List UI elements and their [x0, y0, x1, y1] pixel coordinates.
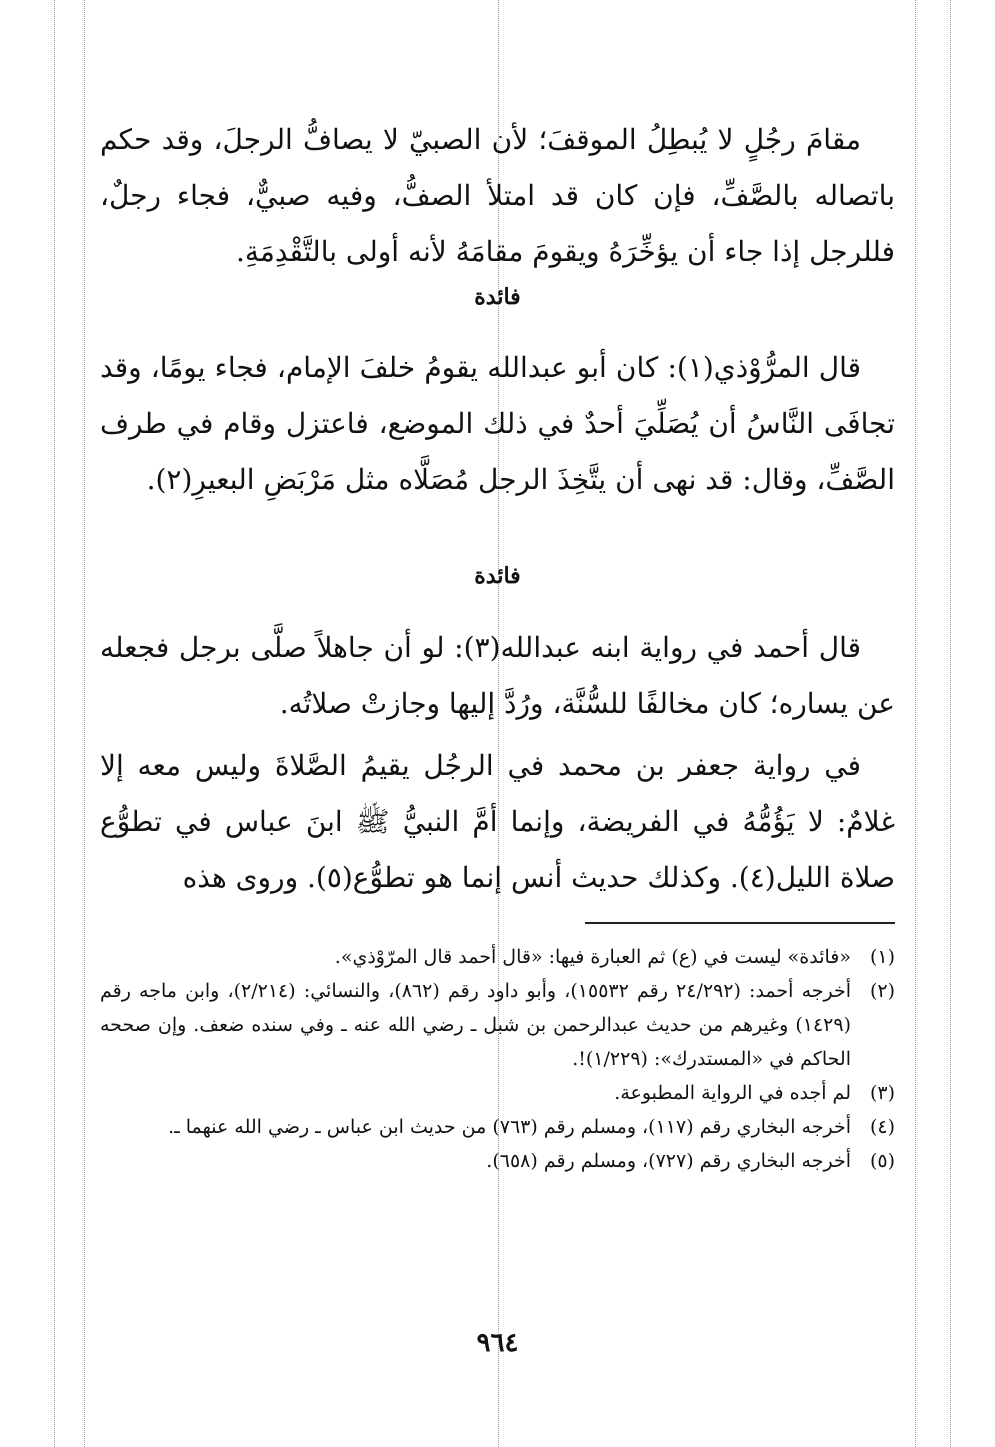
footnote-number: (٢): [869, 980, 895, 1002]
section-heading-2: فائدة: [474, 563, 521, 589]
footnote-number: (١): [869, 946, 895, 968]
page-number: ٩٦٤: [476, 1328, 519, 1358]
footnote-text: أخرجه البخاري رقم (٧٢٧)، ومسلم رقم (٦٥٨).: [486, 1150, 851, 1172]
footnote-text: «فائدة» ليست في (ع) ثم العبارة فيها: «قال أحمد قال المرّوْذي».: [334, 946, 851, 968]
body-paragraph-2: [100, 340, 895, 508]
footnote-text: أخرجه أحمد: (٢٤/٢٩٢ رقم ١٥٥٣٢)، وأبو داود رقم (٨٦٢)، والنسائي: (٢/٢١٤)، وابن ماجه رقم (١٤٢٩) وغيرهم من حديث عبدالرحمن بن شبل ـ رضي الله عنه ـ وفي سنده ضعف. وإن صححه الحاكم في «المستدرك»: (١/٢٢٩)!.: [100, 980, 852, 1070]
footnote-number: (٤): [869, 1116, 895, 1138]
paragraph-text: مقامَ رجُلٍ لا يُبطِلُ الموقفَ؛ لأن الصبيّ لا يصافُّ الرجلَ، وقد حكم باتصاله بالصَّفِّ، فإن كان قد امتلأ الصفُّ، وفيه صبيٌّ، فجاء رجلٌ، فللرجل إذا جاء أن يؤخِّرَهُ ويقومَ مقامَهُ لأنه أولى بالتَّقْدِمَةِ.: [100, 123, 895, 268]
footnote: [100, 1144, 895, 1178]
paragraph-text: قال أحمد في رواية ابنه عبدالله(٣): لو أن جاهلاً صلَّى برجل فجعله عن يساره؛ كان مخالفًا للسُّنَّة، ورُدَّ إليها وجازتْ صلاتُه.: [100, 631, 895, 720]
scan-guide-line: [54, 0, 55, 1447]
footnote: [100, 940, 895, 974]
footnote-number: (٥): [869, 1150, 895, 1172]
body-paragraph-3: [100, 620, 895, 732]
body-paragraph-4: [100, 738, 895, 906]
footnote-separator: [585, 922, 895, 924]
scan-guide-line: [84, 0, 85, 1447]
scan-guide-line: [915, 0, 916, 1447]
section-heading-1: فائدة: [474, 284, 521, 310]
footnote-text: لم أجده في الرواية المطبوعة.: [614, 1082, 851, 1104]
scan-guide-line: [950, 0, 951, 1447]
footnote-number: (٣): [869, 1082, 895, 1104]
footnote: [100, 1076, 895, 1110]
footnote: [100, 974, 895, 1076]
footnote-text: أخرجه البخاري رقم (١١٧)، ومسلم رقم (٧٦٣) من حديث ابن عباس ـ رضي الله عنهما ـ.: [168, 1116, 851, 1138]
body-paragraph-1: [100, 112, 895, 280]
footnotes: [100, 940, 895, 1178]
footnote: [100, 1110, 895, 1144]
paragraph-text: قال المرُّوْذي(١): كان أبو عبدالله يقومُ خلفَ الإمام، فجاء يومًا، وقد تجافَى النَّاسُ أن يُصَلِّيَ أحدٌ في ذلك الموضع، فاعتزل وقام في طرف الصَّفِّ، وقال: قد نهى أن يتَّخِذَ الرجل مُصَلَّاه مثل مَرْبَضِ البعيرِ(٢).: [100, 351, 895, 496]
paragraph-text: في رواية جعفر بن محمد في الرجُل يقيمُ الصَّلاةَ وليس معه إلا غلامٌ: لا يَؤُمُّهُ في الفريضة، وإنما أمَّ النبيُّ ﷺ ابنَ عباس في تطوُّع صلاة الليل(٤). وكذلك حديث أنس إنما هو تطوُّع(٥). وروى هذه: [100, 749, 895, 894]
